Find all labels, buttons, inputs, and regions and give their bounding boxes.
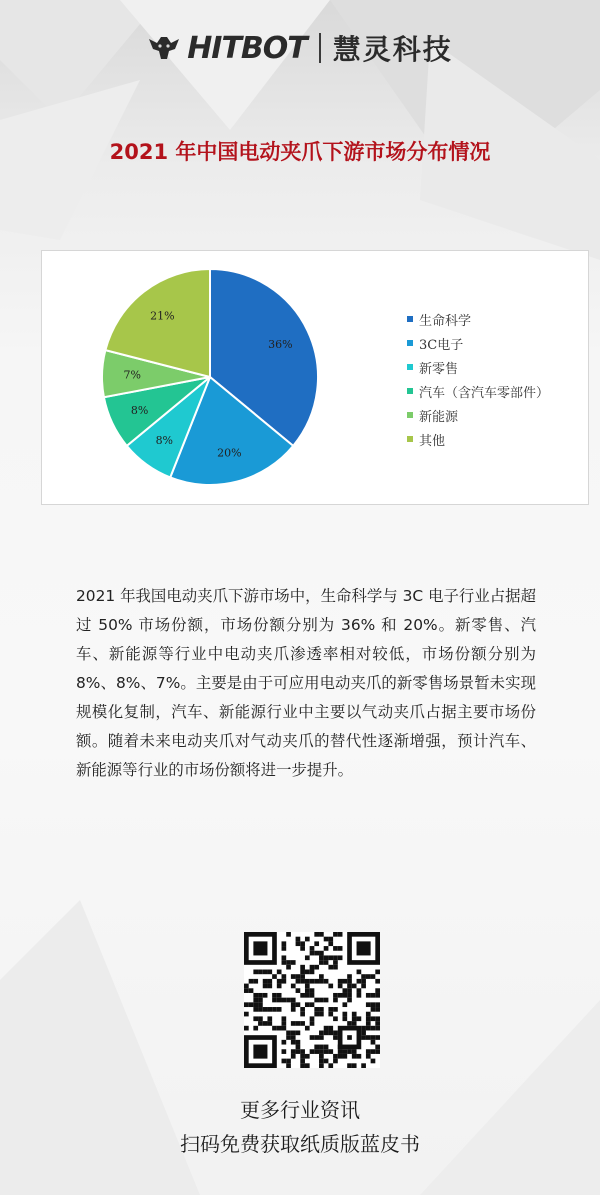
chart-title: 2021 年中国电动夹爪下游市场分布情况 — [109, 140, 491, 164]
brand-name-cn: 慧灵科技 — [332, 33, 453, 66]
legend-swatch — [407, 316, 413, 322]
legend-label: 生命科学 — [419, 313, 472, 329]
legend-swatch — [407, 412, 413, 418]
legend-item-4 — [407, 379, 549, 403]
footer-line-2: 扫码免费获取纸质版蓝皮书 — [180, 1132, 420, 1156]
legend-item-5 — [407, 403, 549, 427]
brand-logo — [147, 28, 453, 68]
legend-swatch — [407, 364, 413, 370]
legend-swatch — [407, 388, 413, 394]
body-paragraph: 2021 年我国电动夹爪下游市场中，生命科学与 3C 电子行业占据超过 50% 市场份额，市场份额分别为 36% 和 20%。新零售、汽车、新能源等行业中电动夹爪渗透率相对较低，市场份额分别为 8%、8%、7%。主要是由于可应用电动夹爪的新零售场景暂未实现规模化复制，汽车、新能源行业中主要以气动夹爪占据主要市场份额。随着未来电动夹爪对气动夹爪的替代性逐渐增强，预计汽车、新能源等行业的市场份额将进一步提升。 — [76, 587, 536, 779]
legend-label: 新能源 — [419, 409, 459, 425]
legend-label: 汽车（含汽车零部件） — [419, 385, 550, 401]
brand-divider — [319, 33, 321, 63]
chart-legend — [407, 307, 549, 451]
pie-data-label-6: 21% — [150, 309, 175, 323]
pie-data-label-5: 7% — [123, 368, 142, 382]
legend-item-1 — [407, 307, 549, 331]
pie-chart-panel — [41, 250, 589, 505]
legend-label: 其他 — [419, 433, 446, 449]
legend-item-2 — [407, 331, 549, 355]
qr-code-icon — [244, 932, 380, 1068]
header — [0, 28, 600, 68]
legend-label: 3C电子 — [419, 337, 464, 353]
legend-item-6 — [407, 427, 549, 451]
pie-data-label-4: 8% — [130, 404, 149, 418]
footer-line-1: 更多行业资讯 — [240, 1098, 360, 1122]
legend-swatch — [407, 436, 413, 442]
legend-label: 新零售 — [419, 361, 459, 377]
brand-name-en: HITBOT — [187, 30, 307, 66]
bull-head-logo-icon — [147, 33, 181, 63]
legend-item-3 — [407, 355, 549, 379]
pie-data-label-3: 8% — [155, 433, 174, 447]
pie-data-label-1: 36% — [268, 337, 293, 351]
pie-data-label-2: 20% — [217, 446, 242, 460]
legend-swatch — [407, 340, 413, 346]
